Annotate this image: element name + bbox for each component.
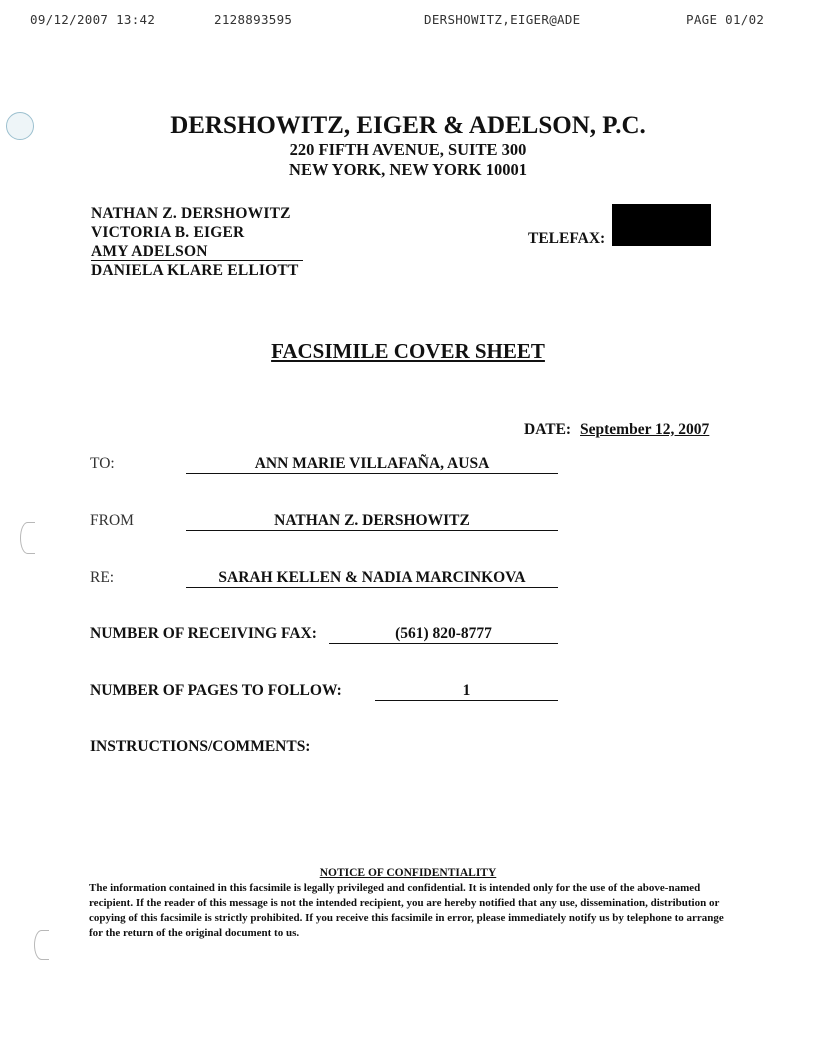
instructions-label: INSTRUCTIONS/COMMENTS: <box>90 738 311 755</box>
fax-sender-id: DERSHOWITZ,EIGER@ADE <box>424 12 581 27</box>
document-title: FACSIMILE COVER SHEET <box>271 339 545 363</box>
re-value: SARAH KELLEN & NADIA MARCINKOVA <box>186 569 558 588</box>
from-value: NATHAN Z. DERSHOWITZ <box>186 512 558 531</box>
re-label: RE: <box>90 569 115 586</box>
firm-address-line2: NEW YORK, NEW YORK 10001 <box>289 160 527 179</box>
attorney-name: AMY ADELSON <box>91 243 303 261</box>
punch-hole-mark <box>34 930 49 960</box>
firm-name: DERSHOWITZ, EIGER & ADELSON, P.C. <box>170 112 646 139</box>
attorney-name: VICTORIA B. EIGER <box>91 224 245 241</box>
receiving-fax-value: (561) 820-8777 <box>329 625 558 644</box>
pages-to-follow-label: NUMBER OF PAGES TO FOLLOW: <box>90 682 342 699</box>
attorney-name: NATHAN Z. DERSHOWITZ <box>91 205 291 222</box>
notice-body: The information contained in this facsimile is legally privileged and confidential. It is intended only for the use of the above-named recipient. If the reader of this message is not the intended recipient, you are hereby notified that any use, dissemination, distribution or copying of this facsimile is strictly prohibited. If you receive this facsimile in error, please immediately notify us by telephone to arrange for the return of the original document to us. <box>89 882 724 939</box>
to-value: ANN MARIE VILLAFAÑA, AUSA <box>186 455 558 474</box>
date-label: DATE: <box>524 421 572 438</box>
receiving-fax-label: NUMBER OF RECEIVING FAX: <box>90 625 317 642</box>
redaction-block <box>612 204 711 246</box>
pages-to-follow-value: 1 <box>375 682 558 701</box>
from-label: FROM <box>90 512 134 529</box>
notice-title: NOTICE OF CONFIDENTIALITY <box>319 867 497 879</box>
punch-hole-mark <box>20 522 35 554</box>
fax-phone-number: 2128893595 <box>214 12 293 27</box>
date-value: September 12, 2007 <box>580 421 710 438</box>
attorney-name: DANIELA KLARE ELLIOTT <box>91 262 299 279</box>
firm-address-line1: 220 FIFTH AVENUE, SUITE 300 <box>289 140 527 159</box>
to-label: TO: <box>90 455 115 472</box>
fax-timestamp: 09/12/2007 13:42 <box>30 12 156 27</box>
telefax-label: TELEFAX: <box>528 230 606 247</box>
fax-page-number: PAGE 01/02 <box>686 12 765 27</box>
